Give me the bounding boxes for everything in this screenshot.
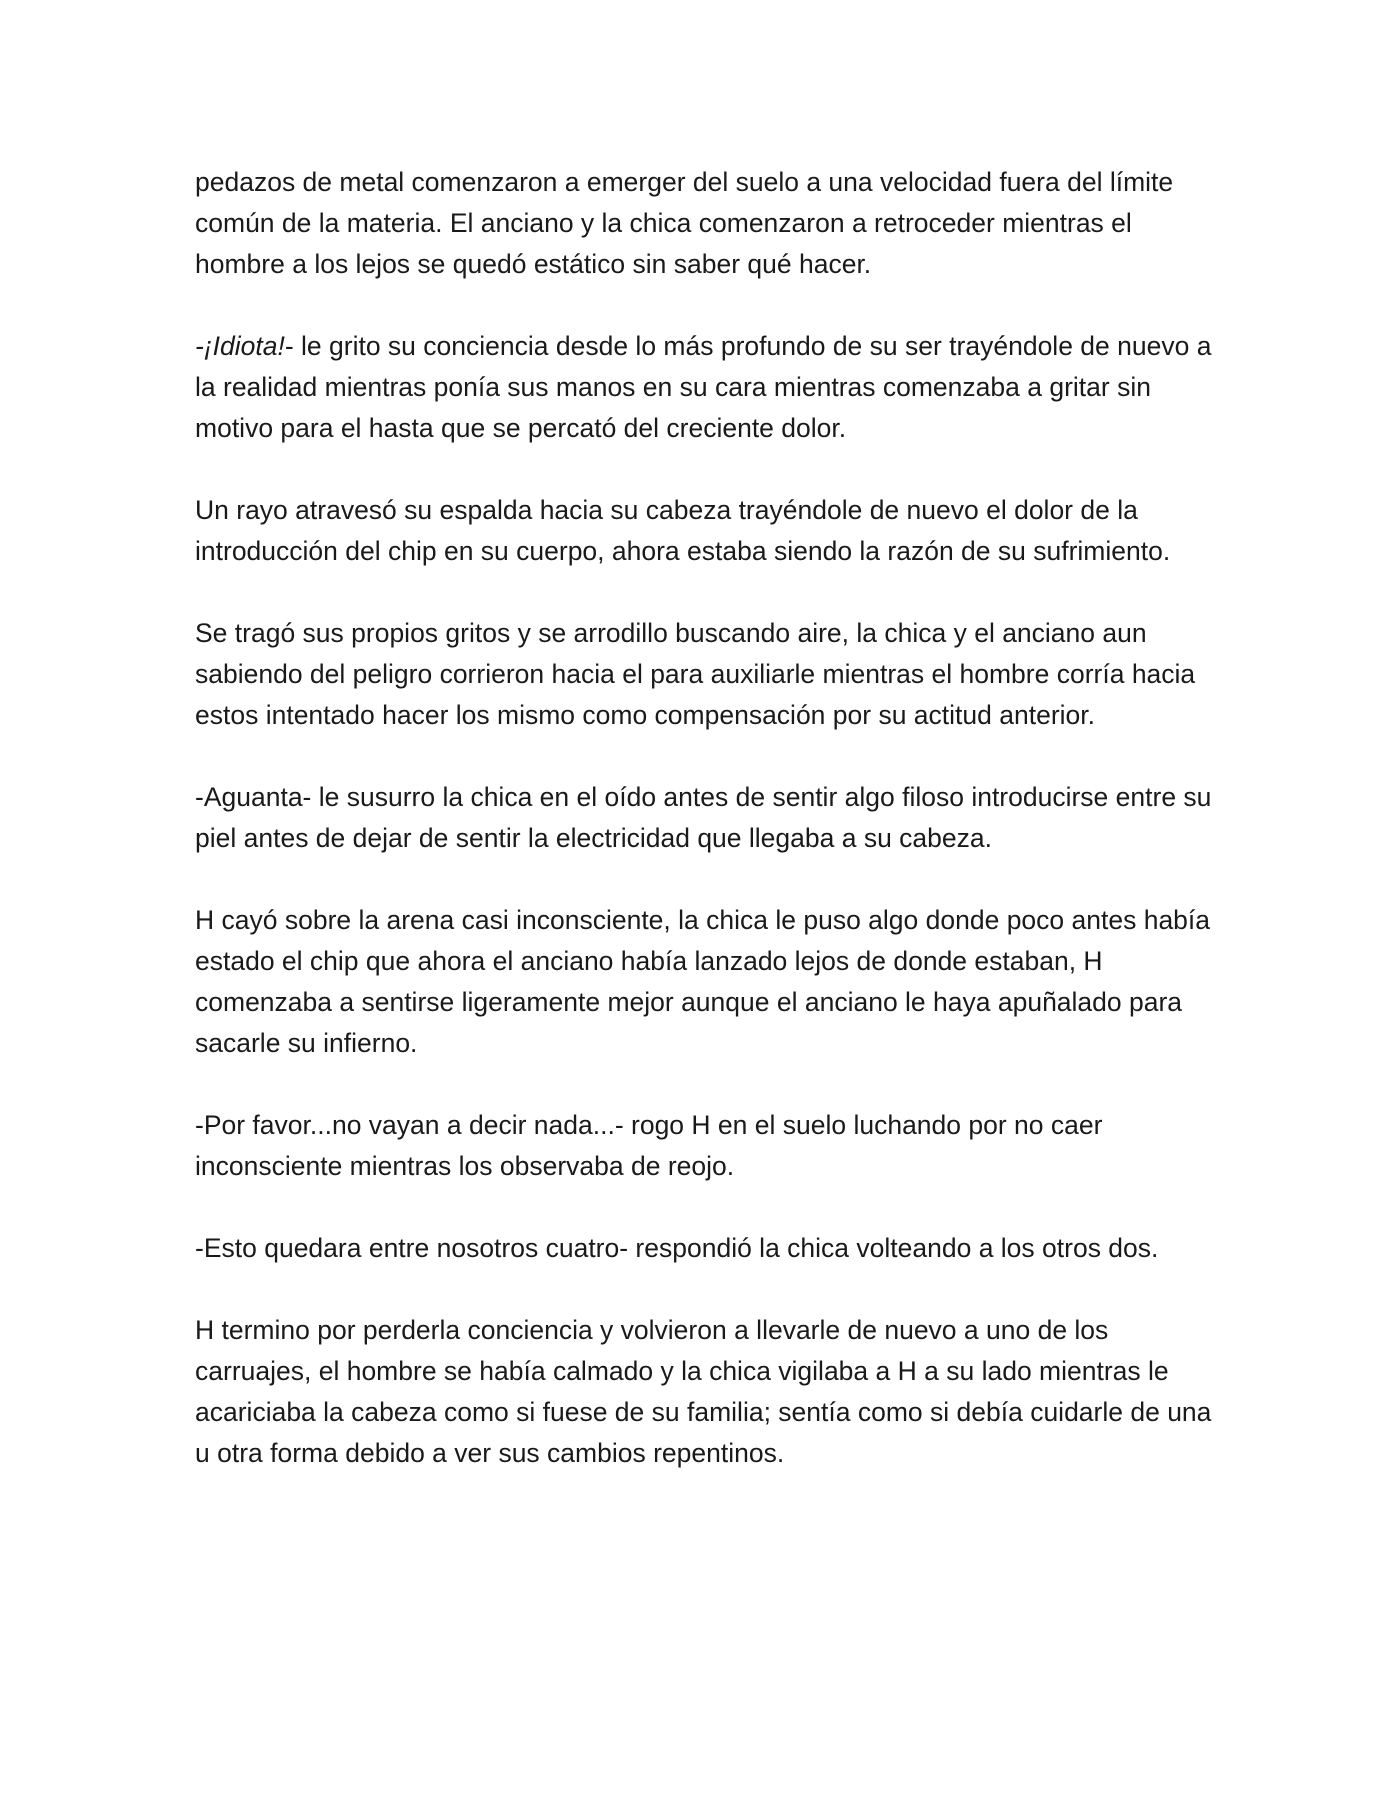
paragraph-text: H cayó sobre la arena casi inconsciente, la chica le puso algo donde poco antes había estado el chip que ahora el anciano había lanzado lejos de donde estaban, H comenzaba a sentirse ligeramente mejor aunque el anciano le haya apuñalado para sacarle su infierno.	[195, 905, 1211, 1058]
paragraph-text: -Por favor...no vayan a decir nada...- rogo H en el suelo luchando por no caer inconsciente mientras los observaba de reojo.	[195, 1110, 1103, 1181]
paragraph-9	[195, 1310, 1225, 1474]
paragraph-1	[195, 162, 1225, 285]
paragraph-text: - le grito su conciencia desde lo más profundo de su ser trayéndole de nuevo a la realidad mientras ponía sus manos en su cara mientras comenzaba a gritar sin motivo para el hasta que se percató del creciente dolor.	[195, 331, 1212, 443]
paragraph-5	[195, 777, 1225, 859]
paragraph-text: H termino por perderla conciencia y volvieron a llevarle de nuevo a uno de los carruajes, el hombre se había calmado y la chica vigilaba a H a su lado mientras le acariciaba la cabeza como si fuese de su familia; sentía como si debía cuidarle de una u otra forma debido a ver sus cambios repentinos.	[195, 1315, 1212, 1468]
document-body	[195, 162, 1225, 1474]
paragraph-8	[195, 1228, 1225, 1269]
paragraph-text: -Aguanta- le susurro la chica en el oído antes de sentir algo filoso introducirse entre su piel antes de dejar de sentir la electricidad que llegaba a su cabeza.	[195, 782, 1212, 853]
paragraph-7	[195, 1105, 1225, 1187]
paragraph-4	[195, 613, 1225, 736]
paragraph-italic-lead: -¡Idiota!	[195, 331, 285, 361]
paragraph-6	[195, 900, 1225, 1064]
paragraph-text: Un rayo atravesó su espalda hacia su cabeza trayéndole de nuevo el dolor de la introducción del chip en su cuerpo, ahora estaba siendo la razón de su sufrimiento.	[195, 495, 1171, 566]
paragraph-text: -Esto quedara entre nosotros cuatro- respondió la chica volteando a los otros dos.	[195, 1233, 1159, 1263]
paragraph-text: pedazos de metal comenzaron a emerger del suelo a una velocidad fuera del límite común de la materia. El anciano y la chica comenzaron a retroceder mientras el hombre a los lejos se quedó estático sin saber qué hacer.	[195, 167, 1174, 279]
paragraph-2	[195, 326, 1225, 449]
paragraph-text: Se tragó sus propios gritos y se arrodillo buscando aire, la chica y el anciano aun sabiendo del peligro corrieron hacia el para auxiliarle mientras el hombre corría hacia estos intentado hacer los mismo como compensación por su actitud anterior.	[195, 618, 1196, 730]
paragraph-3	[195, 490, 1225, 572]
